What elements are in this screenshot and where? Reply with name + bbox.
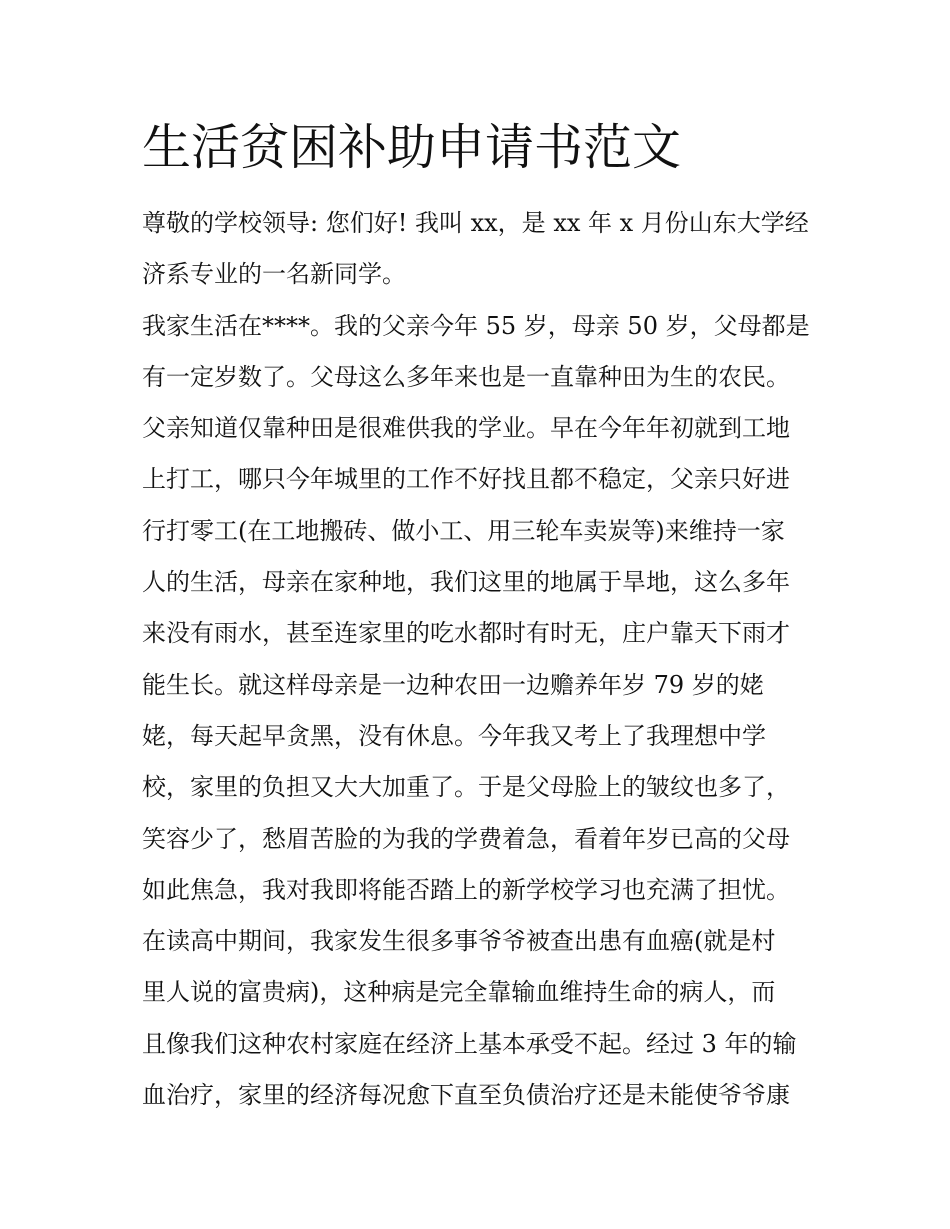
body-line: 行打零工(在工地搬砖、做小工、用三轮车卖炭等)来维持一家 (142, 516, 785, 545)
body-line: 笑容少了，愁眉苦脸的为我的学费着急，看着年岁已高的父母 (142, 824, 790, 853)
body-line: 父亲知道仅靠种田是很难供我的学业。早在今年年初就到工地 (142, 414, 790, 443)
body-line: 我家生活在****。我的父亲今年 55 岁，母亲 50 岁，父母都是 (142, 311, 810, 340)
body-line: 且像我们这种农村家庭在经济上基本承受不起。经过 3 年的输 (142, 1029, 797, 1058)
document-body (142, 198, 822, 1121)
body-line: 能生长。就这样母亲是一边种农田一边赡养年岁 79 岁的姥 (142, 670, 764, 699)
body-line: 人的生活，母亲在家种地，我们这里的地属于旱地，这么多年 (142, 568, 790, 597)
body-line: 来没有雨水，甚至连家里的吃水都时有时无，庄户靠天下雨才 (142, 619, 790, 648)
body-line: 在读高中期间，我家发生很多事爷爷被查出患有血癌(就是村 (142, 927, 776, 956)
body-line: 血治疗，家里的经济每况愈下直至负债治疗还是未能使爷爷康 (142, 1081, 790, 1110)
document-title: 生活贫困补助申请书范文 (142, 119, 682, 176)
body-line: 如此焦急，我对我即将能否踏上的新学校学习也充满了担忧。 (142, 875, 790, 904)
body-line: 校，家里的负担又大大加重了。于是父母脸上的皱纹也多了， (142, 773, 790, 802)
body-line: 济系专业的一名新同学。 (142, 260, 406, 289)
body-line: 里人说的富贵病)，这种病是完全靠输血维持生命的病人，而 (142, 978, 776, 1007)
body-line: 姥，每天起早贪黑，没有休息。今年我又考上了我理想中学 (142, 721, 766, 750)
body-line: 有一定岁数了。父母这么多年来也是一直靠种田为生的农民。 (142, 362, 790, 391)
document-content (142, 118, 822, 1121)
body-line: 上打工，哪只今年城里的工作不好找且都不稳定，父亲只好进 (142, 465, 790, 494)
body-line: 尊敬的学校领导: 您们好! 我叫 xx，是 xx 年 x 月份山东大学经 (142, 209, 809, 237)
